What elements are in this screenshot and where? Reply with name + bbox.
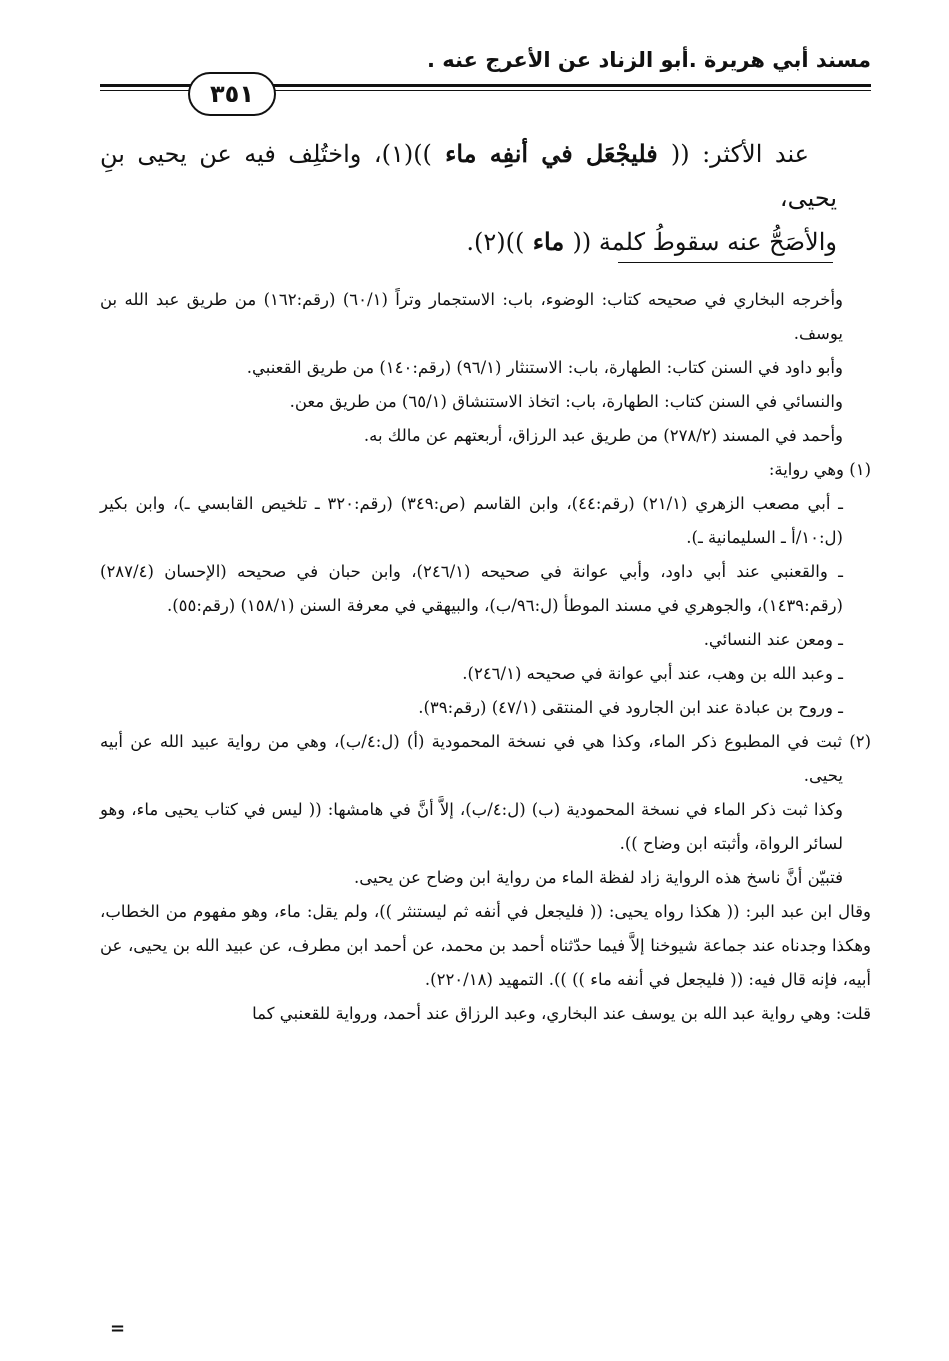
footnotes (100, 283, 871, 1031)
hadith-quote: ماء (524, 227, 573, 256)
footnote-paragraph: والنسائي في السنن كتاب: الطهارة، باب: اتخاذ الاستنشاق (٦٥/١) من طريق معن. (289, 392, 843, 411)
main-line-text: والأصَحُّ عنه سقوطُ كلمة (( (572, 228, 837, 256)
footnote-1-item: ـ ومعن عند النسائي. (703, 630, 843, 649)
footnote-paragraph: وأخرجه البخاري في صحيحه كتاب: الوضوء، باب: الاستجمار وتراً (٦٠/١) (رقم:١٦٢) من طريق عبد الله بن يوسف. (100, 290, 844, 343)
continuation-mark: = (110, 1318, 126, 1339)
running-title: مسند أبي هريرة .أبو الزناد عن الأعرج عنه . (426, 48, 871, 72)
footnote-paragraph: وأبو داود في السنن كتاب: الطهارة، باب: الاستنثار (٩٦/١) (رقم:١٤٠) من طريق القعنبي. (246, 358, 843, 377)
footnote-paragraph: وأحمد في المسند (٢٧٨/٢) من طريق عبد الرزاق، أربعتهم عن مالك به. (363, 426, 843, 445)
footnote-2-paragraph: فتبيّن أنَّ ناسخ هذه الرواية زاد لفظة الماء من رواية ابن وضاح عن يحيى. (353, 868, 843, 887)
main-text (100, 132, 837, 264)
footnote-1-item: ـ وروح بن عبادة عند ابن الجارود في المنتقى (٤٧/١) (رقم:٣٩). (418, 698, 843, 717)
footnote-2-paragraph: قلت: وهي رواية عبد الله بن يوسف عند البخاري، وعبد الرزاق عند أحمد، ورواية للقعنبي كما (252, 1004, 871, 1023)
main-line-text: ))(١)، واختُلِف فيه عن يحيى بنِ يحيى، (100, 140, 837, 212)
footnote-2-head: (٢) ثبت في المطبوع ذكر الماء، وكذا هي في نسخة المحمودية (أ) (ل:٤/ب)، وهي من رواية عبيد الله عن أبيه يحيى. (100, 732, 872, 785)
footnote-divider (618, 262, 833, 263)
main-line-text: عند الأكثر: (( (670, 140, 810, 168)
hadith-quote: فليجْعَل في أنفِه ماء (431, 139, 671, 168)
footnote-1-item: ـ والقعنبي عند أبي داود، وأبي عوانة في صحيحه (٢٤٦/١)، وابن حبان في صحيحه (الإحسان (٢٨٧/٤) (رقم:١٤٣٩)، والجوهري في مسند الموطأ (ل:٩٦/ب)، والبيهقي في معرفة السنن (١٥٨/١) (رقم:٥٥). (100, 562, 843, 615)
page-number: ٣٥١ (188, 72, 276, 116)
main-line (100, 220, 837, 264)
footnote-1-item: ـ أبي مصعب الزهري (٢١/١) (رقم:٤٤)، وابن القاسم (ص:٣٤٩) (رقم:٣٢٠ ـ تلخيص القابسي ـ)، وابن بكير (ل:١٠/أ ـ السليمانية ـ). (100, 494, 843, 547)
footnote-2-paragraph: وقال ابن عبد البر: (( هكذا رواه يحيى: (( فليجعل في أنفه ثم ليستنثر ))، ولم يقل: ماء، وهو مفهوم من الخطاب، وهكذا وجدناه عند جماعة شيوخنا إلاَّ فيما حدّثناه أحمد بن محمد، عن أحمد ابن مطرف، عن عبيد الله بن يحيى، عن أبيه، فإنه قال فيه: (( فليجعل في أنفه ماء )) )). التمهيد (٢٢٠/١٨). (100, 902, 871, 989)
page-header (100, 48, 871, 108)
footnote-1-head: (١) وهي رواية: (768, 460, 871, 479)
main-line-text: ))(٢). (466, 228, 525, 256)
footnote-2-paragraph: وكذا ثبت ذكر الماء في نسخة المحمودية (ب) (ل:٤/ب)، إلاَّ أنَّ في هامشها: (( ليس في كتاب يحيى ماء، وهو لسائر الرواة، وأثبته ابن وضاح )). (100, 800, 843, 853)
footnote-1-item: ـ وعبد الله بن وهب، عند أبي عوانة في صحيحه (٢٤٦/١). (462, 664, 843, 683)
main-line (100, 132, 837, 220)
